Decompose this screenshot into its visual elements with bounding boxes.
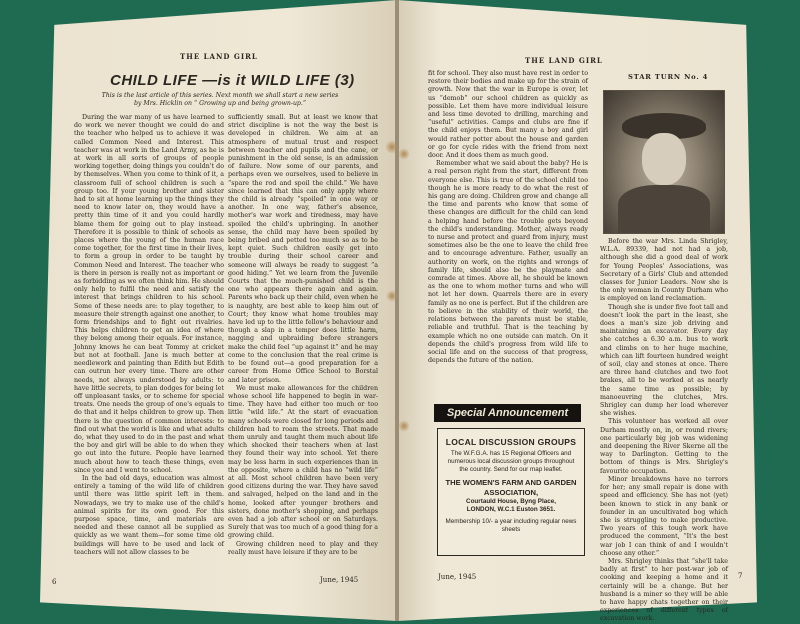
right-column-1: [428, 70, 588, 396]
left-page-number: 6: [52, 578, 57, 586]
article-intro: This is the last article of this series. Next month we shall start a new series by Mrs. Hicklin on “ Growing up and being grown-up.”: [101, 92, 339, 107]
left-running-head: THE LAND GIRL: [180, 52, 258, 61]
special-announcement-banner: Special Announcement: [434, 404, 581, 422]
paragraph: Remember what we said about the baby? He is a real person right from the start, different from everyone else. This is true of the school child too though he is more ready to do what the rest of his gang are doing. Children grow and change all the time and parents who know that some of these changes are difficult for the child can lend a helping hand before the trouble gets beyond the child's understanding. Mother, always ready to nurse and protect and guard from injury, must sometimes also be the one to leave the child free and to encourage adventure. Father, usually an authority on work, on the rights and wrongs of family life, should also be the playmate and comrade at times. Above all, he should be known as the one to whom mother turns and who will not let her down. Quarrels there are in every family as no one is perfect. But if the children are to believe in the stability of their world, the relations between the parents must be stable, reliable and truthful. That is the teaching by example which no one outside can match. On it depends the child's progress from wild life to social life and on the success of that progress, depends the future of the nation.: [428, 160, 588, 365]
right-running-head: THE LAND GIRL: [525, 56, 603, 65]
ad-address-line-1: Courtauld House, Byng Place,: [466, 498, 556, 505]
right-page-number: 7: [738, 572, 743, 580]
paper-stain: [385, 140, 399, 154]
paragraph: fit for school. They also must have rest in order to restore their bodies and make up for the strain of growth. Now that the war in Europe is over, let us “demob” our school children as quickly as possible. Let them have more individual leisure and less time devoted to drilling, marching and “useful” activities. Camps and clubs are fine if the child enjoys them. But many a boy and girl would rather potter about the house and garden or go for cycle rides with the friend from next door. And it does them as much good.: [428, 70, 588, 160]
right-column-2: [600, 238, 728, 623]
paragraph: Growing children need to play and they really must have leisure if they are to be: [228, 540, 378, 556]
left-page-date: June, 1945: [320, 576, 359, 584]
star-turn-heading: STAR TURN No. 4: [628, 73, 709, 81]
article-title: CHILD LIFE —is it WILD LIFE (3): [110, 72, 355, 89]
left-column-2: [228, 114, 378, 566]
wfga-advertisement: [437, 428, 585, 556]
ad-organisation: THE WOMEN'S FARM AND GARDEN ASSOCIATION,: [445, 478, 577, 497]
paragraph: Mrs. Shrigley thinks that “she'll take badly at first” to her post-war job of cooking and keeping a home and it certainly will be a change. But her husband is a miner so they will be able to have happy chats together on their experiences of different types of excavation work.: [600, 557, 728, 623]
right-page-date: June, 1945: [438, 573, 477, 581]
paper-stain: [398, 420, 410, 432]
paragraph: In the bad old days, education was almost entirely a taming of the wild life of children until there was little spirit left in them. Nowadays, we try to make use of the child's animal spirits for its own good. For this purpose space, time, and materials are needed and these cannot all be supplied as quickly as we want them—for some time old buildings will have to be used and lack of teachers will not allow classes to be: [74, 474, 224, 556]
ad-membership: Membership 10/- a year including regular news sheets: [445, 517, 577, 533]
paragraph: This volunteer has worked all over Durham mostly on, in, or round rivers; one particularly big job was widening and deepening the River Skerne all the way to Darlington. Getting to the bottom of things is Mrs. Shrigley's favourite occupation.: [600, 418, 728, 475]
paragraph: During the war many of us have learned to do work we never thought we could do and the teacher who helped us to achieve it was called Common Need and Interest. This teacher was at work in the Land Army, as he is at work in all sorts of groups of people working together, doing things you couldn't do by themselves. When you come to think of it, a classroom full of school children is such a group too. If your young brother and sister had to sit at home learning up the things they need to know later on, they would have a pretty thin time of it and you could hardly blame them for going out to play instead. Therefore it is possible to think of schools as places where the young of the human race come together, for the first time in their lives, to form a group in order to be taught by Common Need and Interest. The teacher who is there in person is really not as important or as forbidding as we often think him. He should only help to fulfil the need and satisfy the interest that brings children to his school. Some of these needs are: to play together, to measure their strength against one another, to form friendships and to fight out rivalries. This helps children to get an idea of where they belong among their equals. For instance, Johnny knows he can beat Tommy at cricket but not at football. Jane is much better at needlework and painting than Edith but Edith can outrun her every time. There are other needs, not always understood by adults: to have little secrets, to plan dodges for being let off unpleasant tasks, or to scheme for special treats. One needs the group of one's equals to do that and it helps children to grow up. Then there is the question of common interests: to find out what the world is like and what adults do, what they used to do in the past and what the boy and girl will be able to do when they go out into the future. People have learned much about how to teach these things, even since you and I went to school.: [74, 114, 224, 474]
portrait-photo: [603, 90, 725, 234]
book-gutter: [395, 0, 399, 621]
paper-stain: [398, 148, 410, 160]
face-shape: [642, 133, 686, 185]
paragraph: sufficiently small. But at least we know that strict discipline is not the way the best is developed in children. We aim at an atmosphere of mutual trust and respect between teacher and pupils and the cane, or punishment in the old sense, is an admission of failure. Now some of our parents, and perhaps even we ourselves, used to believe in “spare the rod and spoil the child.” We have since learned that this can only apply where the child is already “spoiled” in one way or another. In one way, father's absence, mother's war work and tiredness, may have spoiled the child's upbringing. In another sense, the child may have been spoiled by being bribed and petted too much so as to be kept quiet. Such children easily get into trouble during their school career and someone will always be ready to suggest “a good hiding.” Yet we learn from the Juvenile Courts that the much-punished child is the one who appears there again and again. Parents who back up their child, even when he is naughty, are best able to keep him out of Court; they know what home troubles may have led up to the little fellow's behaviour and though a slap in a temper does little harm, nagging and upbraiding before strangers make the child feel “up against it” and he may come to the conclusion that the real crime is to be found out—a good preparation for a career from Home Office School to Borstal and later prison.: [228, 114, 378, 384]
ad-text: The W.F.G.A. has 15 Regional Officers and numerous local discussion groups throughout the country. Send for our map leaflet.: [447, 450, 575, 473]
paragraph: Though she is under five foot tall and doesn't look the part in the least, she does a man's size job driving and maintaining an excavator. Every day she catches a 6.30 a.m. bus to work and climbs on to her huge machine, which can lift fourteen hundred weight of soil, clay and stones at once. There are three hand clutches and two foot brakes, all to be worked at as nearly the same time as possible; by manoeuvring the clutches, Mrs. Shrigley can dump her load wherever she wishes.: [600, 303, 728, 418]
paragraph: Before the war Mrs. Linda Shrigley, W.L.A. 89339, had not had a job, although she did a good deal of work for Young Peoples' Associations, was Secretary of a Girls' Club and attended classes for Junior Leaders. Now she is the only woman in County Durham who is employed on land reclamation.: [600, 238, 728, 303]
left-column-1: [74, 114, 224, 566]
uniform-shape: [618, 185, 710, 233]
ad-heading: LOCAL DISCUSSION GROUPS: [445, 437, 577, 447]
paragraph: We must make allowances for the children whose school life happened to begin in war-time. They have had either too much or too little “wild life.” At the start of evacuation many schools were closed for long periods and children had to roam the streets. That made them unruly and taught them much about life which shocked their teachers when at last they found their way into school. Yet there may be less harm in such experiences than in the opposite, where a child has no “wild life” at all. Most school children have been very good citizens during the war. They have saved and salvaged, helped on the land and in the home, looked after younger brothers and sisters, done mother's shopping, and perhaps even had a job after school or on Saturdays. Surely that was too much of a good thing for a growing child.: [228, 384, 378, 540]
paragraph: Minor breakdowns have no terrors for her; any small repair is done with speed and efficiency. She has not (yet) been known to stick in any bank or founder in an uncultivated bog which she is struggling to make productive. Two years of this tough work have produced the comment, “It's the best war job I can think of and I wouldn't choose any other.”: [600, 475, 728, 557]
ad-address-line-2: LONDON, W.C.1 Euston 3651.: [466, 506, 556, 514]
paper-stain: [386, 290, 398, 302]
